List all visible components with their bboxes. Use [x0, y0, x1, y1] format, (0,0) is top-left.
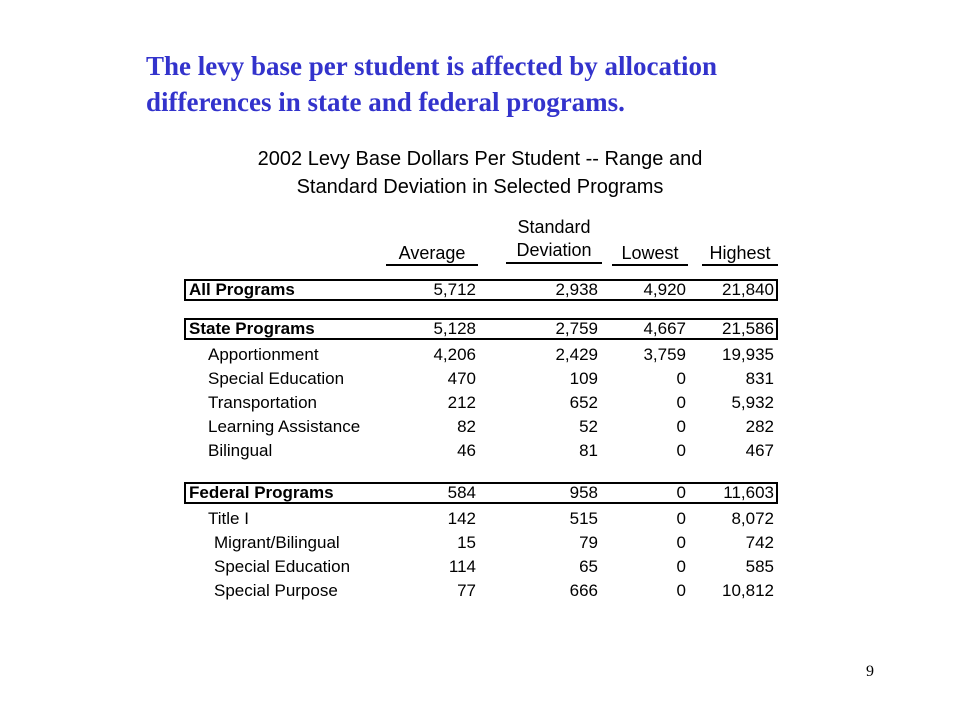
lowest-cell: 4,667	[643, 319, 686, 338]
highest-cell: 5,932	[731, 393, 774, 412]
table-row-state-programs	[0, 317, 960, 341]
average-cell: 15	[457, 533, 476, 552]
row-label: Bilingual	[208, 441, 273, 460]
lowest-cell: 0	[676, 369, 686, 388]
stddev-cell: 515	[569, 509, 598, 528]
stddev-cell: 2,429	[555, 345, 598, 364]
average-cell: 470	[447, 369, 476, 388]
table-row-title-i	[0, 507, 960, 531]
table-row-migrant-bilingual	[0, 531, 960, 555]
column-header-stddev-underline	[506, 262, 602, 264]
table-row-federal-programs	[0, 481, 960, 505]
average-cell: 584	[447, 483, 476, 502]
table-title-line-2: Standard Deviation in Selected Programs	[296, 176, 664, 198]
row-label: Special Education	[208, 369, 345, 388]
heading-line-1: The levy base per student is affected by allocation	[146, 51, 717, 81]
stddev-cell: 2,938	[555, 280, 598, 299]
slide-heading	[146, 48, 926, 120]
lowest-cell: 0	[676, 441, 686, 460]
average-cell: 212	[447, 393, 476, 412]
highest-cell: 11,603	[723, 483, 774, 502]
highest-cell: 19,935	[722, 345, 774, 364]
highest-cell: 585	[745, 557, 774, 576]
lowest-cell: 0	[676, 581, 686, 600]
lowest-cell: 0	[676, 509, 686, 528]
average-cell: 114	[448, 557, 476, 576]
column-header-highest: Highest	[709, 243, 771, 263]
lowest-cell: 0	[676, 393, 686, 412]
column-header-stddev-line-2: Deviation	[516, 240, 592, 260]
column-header-lowest: Lowest	[621, 243, 679, 263]
row-label: All Programs	[189, 280, 295, 299]
row-label: Apportionment	[208, 345, 319, 364]
lowest-cell: 0	[676, 557, 686, 576]
table-row-all-programs	[0, 278, 960, 302]
average-cell: 82	[457, 417, 476, 436]
table-row-special-education-federal	[0, 555, 960, 579]
stddev-cell: 52	[579, 417, 598, 436]
row-label: Title I	[208, 509, 249, 528]
row-label: Learning Assistance	[208, 417, 361, 436]
stddev-cell: 666	[569, 581, 598, 600]
table-title-line-1: 2002 Levy Base Dollars Per Student -- Range and	[257, 148, 703, 170]
average-cell: 5,128	[433, 319, 476, 338]
highest-cell: 21,840	[722, 280, 774, 299]
average-cell: 77	[457, 581, 476, 600]
stddev-cell: 79	[579, 533, 598, 552]
page-number: 9	[866, 663, 874, 680]
stddev-cell: 65	[579, 557, 598, 576]
stddev-cell: 81	[579, 441, 598, 460]
lowest-cell: 0	[676, 483, 686, 502]
table-title	[160, 145, 800, 201]
average-cell: 46	[457, 441, 476, 460]
table-row-special-education-state	[0, 367, 960, 391]
table-row-special-purpose	[0, 579, 960, 603]
table-row-bilingual	[0, 439, 960, 463]
highest-cell: 10,812	[722, 581, 774, 600]
average-cell: 5,712	[433, 280, 476, 299]
lowest-cell: 0	[676, 417, 686, 436]
row-label: Migrant/Bilingual	[214, 533, 340, 552]
table-row-transportation	[0, 391, 960, 415]
row-label: Transportation	[208, 393, 317, 412]
row-label: Federal Programs	[189, 483, 334, 502]
highest-cell: 831	[745, 369, 774, 388]
table-row-apportionment	[0, 343, 960, 367]
stddev-cell: 2,759	[555, 319, 598, 338]
lowest-cell: 4,920	[643, 280, 686, 299]
row-label: Special Education	[214, 557, 351, 576]
stddev-cell: 958	[569, 483, 598, 502]
highest-cell: 21,586	[722, 319, 774, 338]
stddev-cell: 109	[569, 369, 598, 388]
lowest-cell: 0	[676, 533, 686, 552]
stddev-cell: 652	[569, 393, 598, 412]
column-header-average-underline	[386, 264, 478, 266]
average-cell: 142	[447, 509, 476, 528]
row-label: Special Purpose	[214, 581, 338, 600]
column-header-stddev-line-1: Standard	[517, 217, 591, 237]
highest-cell: 8,072	[731, 509, 774, 528]
column-header-highest-underline	[702, 264, 778, 266]
highest-cell: 742	[745, 533, 774, 552]
highest-cell: 282	[745, 417, 774, 436]
highest-cell: 467	[745, 441, 774, 460]
row-label: State Programs	[189, 319, 315, 338]
heading-line-2: differences in state and federal programs.	[146, 87, 625, 117]
table-row-learning-assistance	[0, 415, 960, 439]
average-cell: 4,206	[433, 345, 476, 364]
lowest-cell: 3,759	[643, 345, 686, 364]
column-header-lowest-underline	[612, 264, 688, 266]
column-header-average: Average	[398, 243, 466, 263]
